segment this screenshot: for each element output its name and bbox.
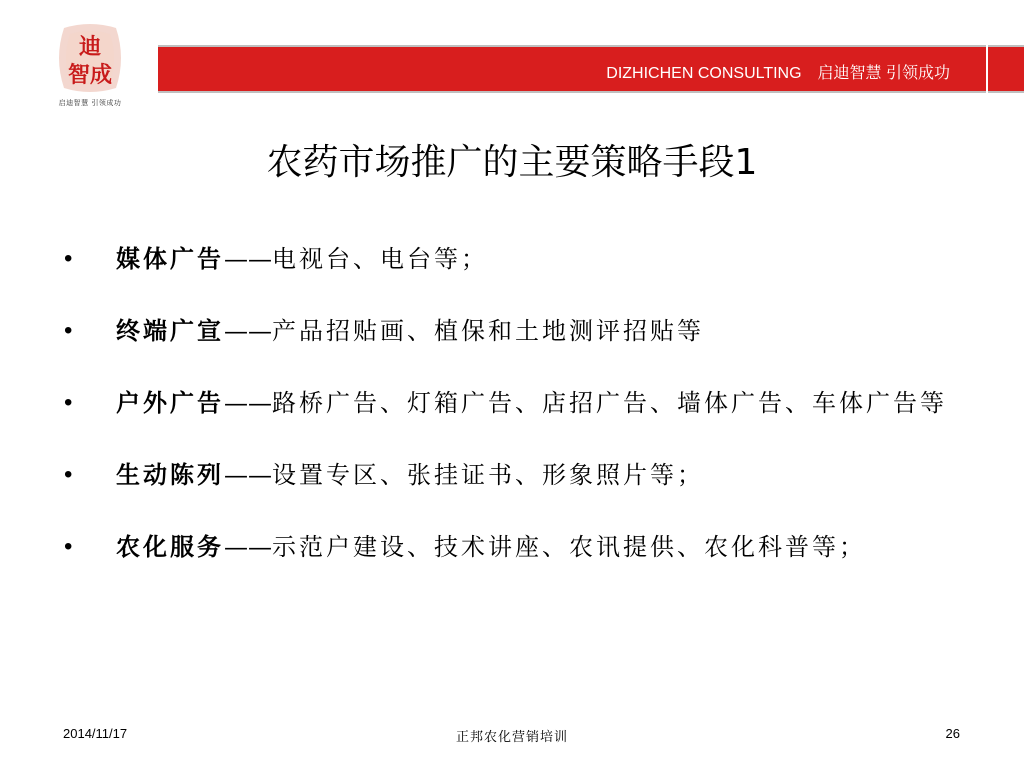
header-slogan: 启迪智慧 引领成功 [817,65,950,82]
bullet-term: 媒体广告 [116,244,224,273]
company-logo [50,18,130,108]
header-company: DIZHICHEN CONSULTING [606,65,802,82]
bullet-desc: 设置专区、张挂证书、形象照片等； [272,461,704,489]
bullet-list [64,234,964,594]
bullet-item [64,450,964,500]
logo-tagline: 启迪智慧 引领成功 [58,99,122,107]
header-text [606,60,950,83]
bullet-term: 农化服务 [116,532,224,561]
bullet-term: 终端广宣 [116,316,224,345]
bullet-item [64,522,964,572]
bullet-item [64,234,964,284]
bullet-term: 户外广告 [116,388,224,417]
header-end-block [988,45,1024,93]
bullet-dash: —— [224,389,272,417]
bullet-dash: —— [224,533,272,561]
bullet-dash: —— [224,245,272,273]
header-bar [158,45,986,93]
footer-title: 正邦农化营销培训 [455,730,568,745]
logo-char-1: 迪 [78,35,102,60]
footer-date: 2014/11/17 [63,726,128,741]
logo-seal-icon [50,18,130,98]
page-number: 26 [945,726,960,741]
slide-title: 农药市场推广的主要策略手段1 [266,142,758,183]
bullet-desc: 示范户建设、技术讲座、农讯提供、农化科普等； [272,533,866,561]
bullet-item [64,306,964,356]
bullet-desc: 电视台、电台等； [272,245,488,273]
logo-char-2: 智成 [67,63,113,88]
bullet-term: 生动陈列 [116,460,224,489]
bullet-desc: 产品招贴画、植保和土地测评招贴等 [272,317,704,345]
bullet-dash: —— [224,317,272,345]
bullet-desc: 路桥广告、灯箱广告、店招广告、墙体广告、车体广告等 [272,389,947,417]
bullet-item [64,378,964,428]
bullet-dash: —— [224,461,272,489]
